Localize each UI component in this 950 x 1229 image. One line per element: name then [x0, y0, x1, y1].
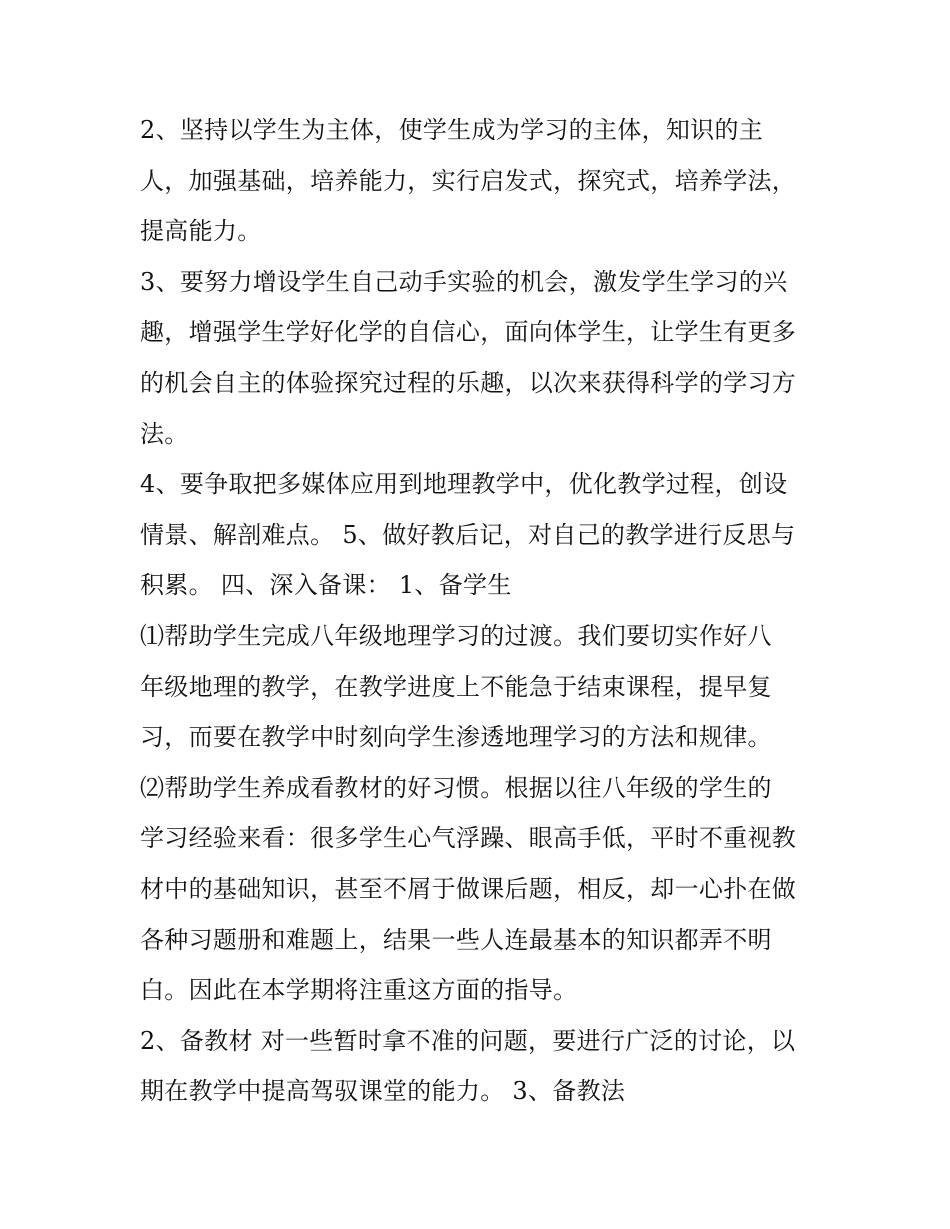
text-line: 的机会自主的体验探究过程的乐趣，以次来获得科学的学习方 — [140, 368, 797, 397]
text-line: 2、坚持以学生为主体，使学生成为学习的主体，知识的主 — [140, 116, 764, 144]
text-line: 法。 — [140, 419, 189, 448]
text-line: 2、备教材 对一些暂时拿不准的问题，要进行广泛的讨论，以 — [140, 1026, 796, 1055]
text-line: 白。因此在本学期将注重这方面的指导。 — [140, 976, 578, 1005]
text-line: ⑴帮助学生完成八年级地理学习的过渡。我们要切实作好八 — [140, 621, 772, 650]
text-line: 积累。 四、深入备课： 1、备学生 — [140, 571, 512, 600]
text-line: 期在教学中提高驾驭课堂的能力。 3、备教法 — [140, 1077, 626, 1106]
text-line: 各种习题册和难题上，结果一些人连最基本的知识都弄不明 — [140, 925, 772, 954]
text-line: 4、要争取把多媒体应用到地理教学中，优化教学过程，创设 — [140, 470, 788, 499]
text-line: 学习经验来看：很多学生心气浮躁、眼高手低，平时不重视教 — [140, 824, 797, 853]
text-line: 年级地理的教学，在教学进度上不能急于结束课程，提早复 — [140, 672, 772, 701]
text-line: 材中的基础知识，甚至不屑于做课后题，相反，却一心扑在做 — [140, 874, 797, 903]
text-line: 提高能力。 — [140, 217, 262, 246]
text-line: 3、要努力增设学生自己动手实验的机会，激发学生学习的兴 — [140, 267, 788, 296]
text-line: 人，加强基础，培养能力，实行启发式，探究式，培养学法， — [140, 166, 797, 195]
text-line: 情景、解剖难点。 5、做好教后记，对自己的教学进行反思与 — [140, 520, 796, 549]
text-line: ⑵帮助学生养成看教材的好习惯。根据以往八年级的学生的 — [140, 773, 772, 802]
text-line: 习，而要在教学中时刻向学生渗透地理学习的方法和规律。 — [140, 723, 772, 752]
document-body — [140, 105, 820, 1117]
text-line: 趣，增强学生学好化学的自信心，面向体学生，让学生有更多 — [140, 318, 797, 347]
